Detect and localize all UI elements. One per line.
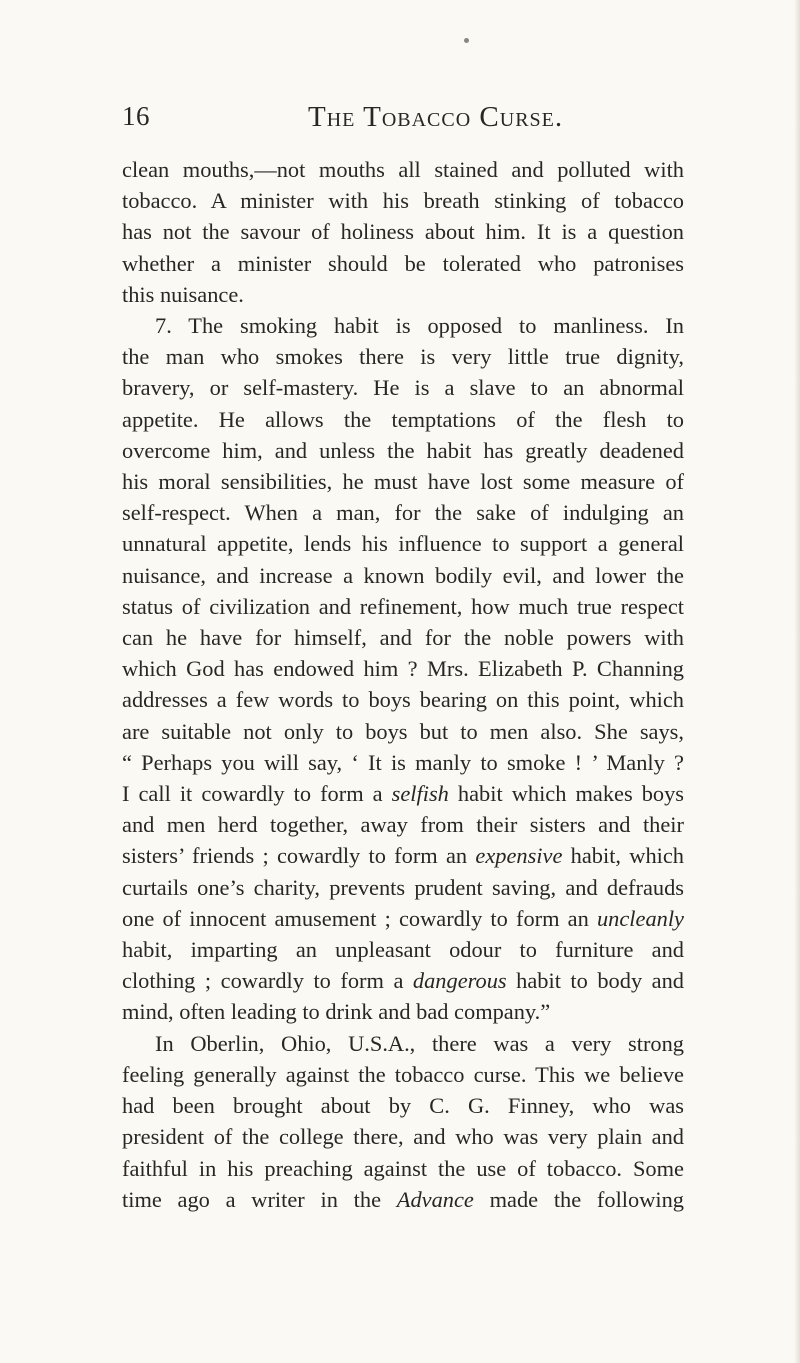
text-line: this nuisance. [122, 281, 244, 307]
text-line: mind, often leading to drink and bad company.” [122, 999, 551, 1025]
text-line [122, 903, 684, 934]
emphasis-selfish: selfish [391, 781, 449, 807]
text-run: habit, which [562, 843, 684, 869]
text-line: nuisance, and increase a known bodily evil, and lower the [122, 562, 684, 588]
text-line: habit, imparting an unpleasant odour to furniture and [122, 937, 684, 963]
text-run: one of innocent amusement ; cowardly to form an [122, 905, 597, 931]
text-line: appetite. He allows the temptations of the flesh to [122, 406, 684, 432]
emphasis-expensive: expensive [475, 843, 563, 869]
text-line: self-respect. When a man, for the sake of indulging an [122, 500, 684, 526]
text-line: feeling generally against the tobacco curse. This we believe [122, 1061, 684, 1087]
text-line: unnatural appetite, lends his influence to support a general [122, 531, 684, 557]
page-header [122, 101, 682, 141]
text-line: whether a minister should be tolerated who patronises [122, 250, 684, 276]
emphasis-dangerous: dangerous [412, 968, 507, 994]
text-line: addresses a few words to boys bearing on this point, which [122, 687, 684, 713]
body-text [122, 154, 684, 1215]
text-run: habit to body and [506, 968, 684, 994]
paragraph-2 [122, 310, 684, 1028]
text-line: the man who smokes there is very little true dignity, [122, 344, 684, 370]
text-line: has not the savour of holiness about him. It is a question [122, 219, 684, 245]
text-line: overcome him, and unless the habit has greatly deadened [122, 437, 684, 463]
text-line: his moral sensibilities, he must have lost some measure of [122, 469, 684, 495]
text-line: which God has endowed him ? Mrs. Elizabeth P. Channing [122, 656, 684, 682]
emphasis-uncleanly: uncleanly [596, 905, 684, 931]
text-line: curtails one’s charity, prevents prudent saving, and defrauds [122, 874, 684, 900]
text-line: had been brought about by C. G. Finney, who was [122, 1093, 684, 1119]
text-line: and men herd together, away from their sisters and their [122, 812, 684, 838]
text-run: clothing ; cowardly to form a [122, 968, 413, 994]
paragraph-3 [122, 1028, 684, 1215]
text-line [122, 965, 684, 996]
running-title: The Tobacco Curse. [308, 101, 564, 133]
text-line: are suitable not only to boys but to men also. She says, [122, 718, 684, 744]
text-run: sisters’ friends ; cowardly to form an [122, 843, 476, 869]
text-line: can he have for himself, and for the noble powers with [122, 625, 684, 651]
text-line: status of civilization and refinement, how much true respect [122, 593, 684, 619]
text-line: bravery, or self-mastery. He is a slave to an abnormal [122, 375, 684, 401]
page-edge-shadow [794, 0, 800, 1363]
text-line [122, 778, 684, 809]
text-line: faithful in his preaching against the use of tobacco. Some [122, 1155, 684, 1181]
text-line: In Oberlin, Ohio, U.S.A., there was a very strong [155, 1030, 684, 1056]
text-run: made the following [473, 1186, 684, 1212]
text-run: habit which makes boys [448, 781, 684, 807]
text-run: time ago a writer in the [122, 1186, 397, 1212]
page-number: 16 [122, 101, 150, 131]
text-line [122, 1184, 684, 1215]
text-run: I call it cowardly to form a [122, 781, 392, 807]
text-line: tobacco. A minister with his breath stinking of tobacco [122, 188, 684, 214]
text-line: president of the college there, and who was very plain and [122, 1124, 684, 1150]
paragraph-1 [122, 154, 684, 310]
text-line: clean mouths,—not mouths all stained and polluted with [122, 157, 684, 182]
page-speck [464, 38, 469, 43]
text-line: “ Perhaps you will say, ‘ It is manly to smoke ! ’ Manly ? [122, 749, 684, 775]
text-line: 7. The smoking habit is opposed to manliness. In [155, 313, 684, 339]
text-line [122, 840, 684, 871]
emphasis-advance: Advance [396, 1186, 474, 1212]
